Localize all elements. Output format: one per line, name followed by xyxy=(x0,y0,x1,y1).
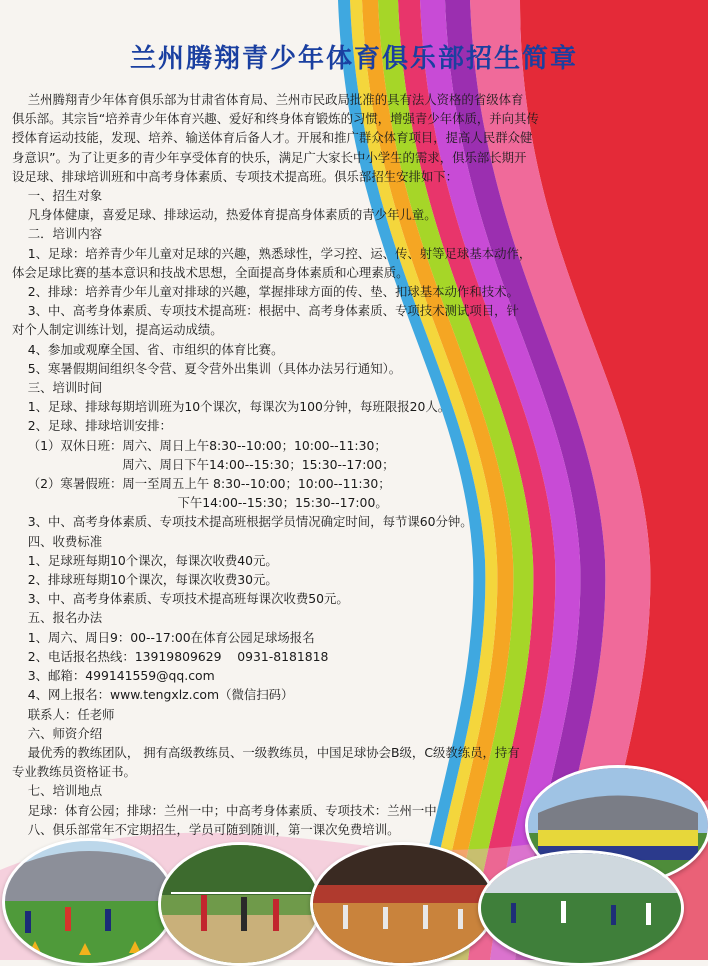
section-heading-fees: 四、收费标准 xyxy=(12,533,103,549)
fee-line: 2、排球班每期10个课次，每课次收费30元。 xyxy=(12,572,278,588)
section-heading-training-content: 二．培训内容 xyxy=(12,226,103,242)
text-line: 3、中、高考身体素质、专项技术提高班根据学员情况确定时间，每节课60分钟。 xyxy=(12,514,473,530)
section-heading-faculty: 六、师资介绍 xyxy=(12,725,103,741)
schedule-line: （2）寒暑假班：周一至周五上午 8:30--10:00；10:00--11:30； xyxy=(12,476,391,492)
schedule-line: 周六、周日下午14:00--15:30；15:30--17:00； xyxy=(12,456,395,472)
text-line: 专业教练员资格证书。 xyxy=(12,764,136,780)
fee-line: 1、足球班每期10个课次，每课次收费40元。 xyxy=(12,552,278,568)
schedule-line: 下午14:00--15:30；15:30--17:00。 xyxy=(12,495,388,511)
text-line: 八、俱乐部常年不定期招生，学员可随到随训，第一课次免费培训。 xyxy=(12,821,400,837)
schedule-line: （1）双休日班：周六、周日上午8:30--10:00；10:00--11:30； xyxy=(12,437,387,453)
brochure-body xyxy=(12,90,652,839)
fee-line: 3、中、高考身体素质、专项技术提高班每课次收费50元。 xyxy=(12,591,349,607)
text-line: 授体育运动技能，发现、培养、输送体育后备人才。开展和推广群众体育项目，提高人民群众健 xyxy=(12,130,533,146)
phone-line: 2、电话报名热线：13919809629 0931-8181818 xyxy=(12,648,329,664)
text-line: 体会足球比赛的基本意识和技战术思想，全面提高身体素质和心理素质。 xyxy=(12,264,409,280)
football-training-photo xyxy=(2,838,176,966)
website-line: 4、网上报名：www.tengxlz.com（微信扫码） xyxy=(12,687,294,703)
text-line: 5、寒暑假期间组织冬令营、夏令营外出集训（具体办法另行通知）。 xyxy=(12,360,402,376)
section-heading-training-time: 三、培训时间 xyxy=(12,380,103,396)
text-line: 4、参加或观摩全国、省、市组织的体育比赛。 xyxy=(12,341,284,357)
text-line: 最优秀的教练团队， 拥有高级教练员、一级教练员，中国足球协会B级，C级教练员，持有 xyxy=(12,744,520,760)
text-line: 1、足球：培养青少年儿童对足球的兴趣，熟悉球性，学习控、运、传、射等足球基本动作， xyxy=(12,245,532,261)
text-line: 1、足球、排球每期培训班为10个课次，每课次为100分钟，每班限报20人。 xyxy=(12,399,451,415)
text-line: 设足球、排球培训班和中高考身体素质、专项技术提高班。俱乐部招生安排如下： xyxy=(12,168,459,184)
text-line: 足球：体育公园；排球：兰州一中；中高考身体素质、专项技术：兰州一中 xyxy=(12,802,437,818)
text-line: 1、周六、周日9：00--17:00在体育公园足球场报名 xyxy=(12,629,315,645)
text-line: 3、中、高考身体素质、专项技术提高班：根据中、高考身体素质、专项技术测试项目，针 xyxy=(12,303,519,319)
text-line: 2、足球、排球培训安排： xyxy=(12,418,172,434)
email-line: 3、邮箱：499141559@qq.com xyxy=(12,668,215,684)
contact-person: 联系人：任老师 xyxy=(12,706,115,722)
section-heading-registration: 五、报名办法 xyxy=(12,610,103,626)
page-title: 兰州腾翔青少年体育俱乐部招生简章 xyxy=(129,44,578,74)
indoor-volleyball-photo xyxy=(310,842,496,966)
text-line: 兰州腾翔青少年体育俱乐部为甘肃省体育局、兰州市民政局批准的具有法人资格的省级体育 xyxy=(12,92,524,107)
text-line: 俱乐部。其宗旨“培养青少年体育兴趣、爱好和终身体育锻炼的习惯，增强青少年体质，并向其传 xyxy=(12,111,539,127)
text-line: 2、排球：培养青少年儿童对排球的兴趣，掌握排球方面的传、垫、扣球基本动作和技术。 xyxy=(12,284,519,300)
text-line: 对个人制定训练计划，提高运动成绩。 xyxy=(12,322,223,338)
text-line: 身意识”。为了让更多的青少年享受体育的快乐，满足广大家长中小学生的需求，俱乐部长期开 xyxy=(12,149,527,165)
section-heading-location: 七、培训地点 xyxy=(12,783,103,799)
text-line: 凡身体健康，喜爱足球、排球运动，热爱体育提高身体素质的青少年儿童。 xyxy=(12,207,437,223)
beach-volleyball-photo xyxy=(158,842,322,966)
section-heading-enrollment-target: 一、招生对象 xyxy=(12,188,103,204)
football-match-photo xyxy=(478,850,684,966)
